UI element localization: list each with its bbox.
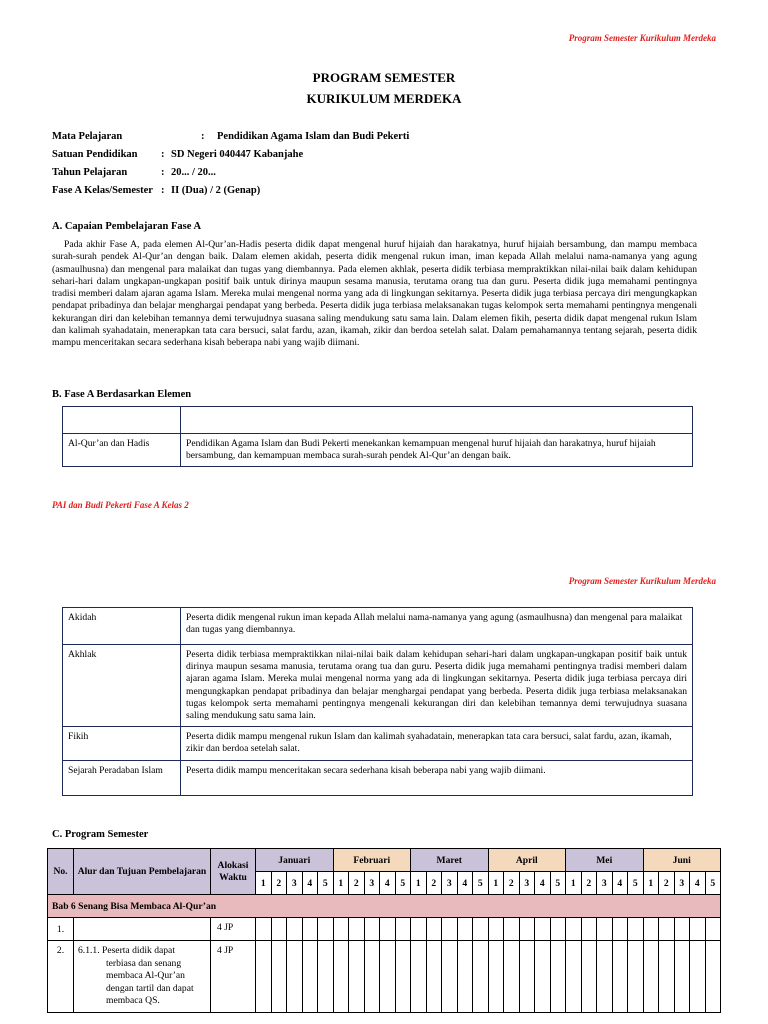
month-juni: Juni xyxy=(643,849,721,872)
header-no: No. xyxy=(48,849,74,895)
week-cell: 2 xyxy=(581,872,597,895)
element-desc: Peserta didik mampu mengenal rukun Islam dan kalimah syahadatain, menerapkan tata cara bersuci, salat fardu, azan, ikamah, zikir dan berdoa setelah salat. xyxy=(181,727,693,760)
schedule-cell xyxy=(457,941,473,1013)
element-desc: Peserta didik mengenal rukun iman kepada Allah melalui nama-namanya yang agung (asmaulhusna) dan mengenal para malaikat dan tugas yang diembannya. xyxy=(181,608,693,645)
meta-value: 20... / 20... xyxy=(171,167,216,178)
schedule-cell xyxy=(659,918,675,941)
schedule-cell xyxy=(550,941,566,1013)
week-cell: 3 xyxy=(597,872,613,895)
element-desc: Peserta didik terbiasa mempraktikkan nilai-nilai baik dalam kehidupan sehari-hari dalam ungkapan-ungkapan positif baik untuk dirinya maupun sesama manusia, terutama orang tua dan guru. Peserta didik juga memahami pentingnya tradisi memberi dalam ajaran agama Islam. Mereka mulai mengenal norma yang ada di lingkungan sekitarnya. Peserta didik juga terbiasa percaya diri mengungkapkan pendapat pribadinya dan belajar menghargai pendapat yang berbeda. Peserta didik juga terbiasa melaksanakan tugas kelompok serta memahami pentingnya mengenali kekurangan diri dan kelebihan temannya demi terwujudnya suasana saling mendukung satu sama lain. xyxy=(181,645,693,727)
table-row xyxy=(63,608,693,645)
schedule-cell xyxy=(566,918,582,941)
week-cell: 1 xyxy=(566,872,582,895)
table-row xyxy=(63,434,693,467)
schedule-cell xyxy=(597,918,613,941)
schedule-cell xyxy=(302,918,318,941)
header-alur: Alur dan Tujuan Pembelajaran xyxy=(74,849,211,895)
meta-sep: : xyxy=(161,149,165,160)
schedule-cell xyxy=(488,918,504,941)
schedule-cell xyxy=(690,941,706,1013)
header-alokasi: Alokasi Waktu xyxy=(211,849,256,895)
meta-table xyxy=(52,131,409,149)
week-cell: 2 xyxy=(504,872,520,895)
schedule-cell xyxy=(550,918,566,941)
schedule-cell xyxy=(519,918,535,941)
meta-label: Satuan Pendidikan xyxy=(52,149,138,160)
doc-title-line2: KURIKULUM MERDEKA xyxy=(306,91,462,106)
row-alur: 6.1.1. Peserta didik dapat terbiasa dan senang membaca Al-Qur’an dengan tartil dan dapat membaca QS. xyxy=(74,941,211,1013)
meta-value: Pendidikan Agama Islam dan Budi Pekerti xyxy=(217,131,410,142)
schedule-cell xyxy=(628,941,644,1013)
schedule-cell xyxy=(581,918,597,941)
schedule-cell xyxy=(442,918,458,941)
element-name: Akidah xyxy=(63,608,181,645)
table-row xyxy=(63,407,693,434)
schedule-cell xyxy=(674,918,690,941)
row-alur xyxy=(74,918,211,941)
meta-row xyxy=(52,185,303,203)
week-cell: 3 xyxy=(442,872,458,895)
week-cell: 5 xyxy=(318,872,334,895)
week-cell: 1 xyxy=(256,872,272,895)
week-cell: 5 xyxy=(705,872,721,895)
week-cell: 3 xyxy=(364,872,380,895)
schedule-cell xyxy=(581,941,597,1013)
schedule-cell xyxy=(643,941,659,1013)
week-cell: 1 xyxy=(333,872,349,895)
schedule-cell xyxy=(256,941,272,1013)
schedule-cell xyxy=(302,941,318,1013)
element-name: Sejarah Peradaban Islam xyxy=(63,760,181,795)
schedule-cell xyxy=(504,918,520,941)
table-row xyxy=(48,918,721,941)
table-row xyxy=(48,941,721,1013)
schedule-cell xyxy=(271,918,287,941)
schedule-cell xyxy=(705,941,721,1013)
week-cell: 2 xyxy=(426,872,442,895)
week-cell: 5 xyxy=(395,872,411,895)
schedule-cell xyxy=(473,918,489,941)
week-cell: 5 xyxy=(550,872,566,895)
month-maret: Maret xyxy=(411,849,489,872)
schedule-cell xyxy=(380,941,396,1013)
schedule-cell xyxy=(535,918,551,941)
schedule-cell xyxy=(643,918,659,941)
row-alokasi: 4 JP xyxy=(211,941,256,1013)
program-semester-table xyxy=(47,848,721,1013)
schedule-cell xyxy=(380,918,396,941)
week-cell: 3 xyxy=(674,872,690,895)
week-cell: 4 xyxy=(612,872,628,895)
week-cell: 3 xyxy=(519,872,535,895)
schedule-cell xyxy=(659,941,675,1013)
schedule-cell xyxy=(411,941,427,1013)
page-footer-label: PAI dan Budi Pekerti Fase A Kelas 2 xyxy=(52,500,189,510)
schedule-cell xyxy=(628,918,644,941)
doc-title-line1: PROGRAM SEMESTER xyxy=(312,70,456,85)
schedule-cell xyxy=(519,941,535,1013)
schedule-cell xyxy=(705,918,721,941)
row-no: 2. xyxy=(48,941,74,1013)
schedule-cell xyxy=(364,941,380,1013)
week-cell: 4 xyxy=(302,872,318,895)
month-april: April xyxy=(488,849,566,872)
schedule-cell xyxy=(488,941,504,1013)
table-header-row xyxy=(48,849,721,872)
schedule-cell xyxy=(535,941,551,1013)
section-b-heading: B. Fase A Berdasarkan Elemen xyxy=(52,389,192,400)
meta-label: Mata Pelajaran xyxy=(52,131,123,142)
schedule-cell xyxy=(318,918,334,941)
schedule-cell xyxy=(395,918,411,941)
bab-row xyxy=(48,895,721,918)
schedule-cell xyxy=(256,918,272,941)
section-c-heading: C. Program Semester xyxy=(52,829,149,840)
schedule-cell xyxy=(287,941,303,1013)
meta-sep: : xyxy=(201,131,205,142)
meta-sep: : xyxy=(161,167,165,178)
meta-value: II (Dua) / 2 (Genap) xyxy=(171,185,261,196)
element-name xyxy=(63,407,181,434)
week-cell: 1 xyxy=(488,872,504,895)
meta-row xyxy=(52,131,409,149)
schedule-cell xyxy=(395,941,411,1013)
meta-row xyxy=(52,149,303,167)
meta-value: SD Negeri 040447 Kabanjahe xyxy=(171,149,304,160)
meta-table xyxy=(52,149,303,203)
schedule-cell xyxy=(426,918,442,941)
schedule-cell xyxy=(349,941,365,1013)
week-cell: 1 xyxy=(643,872,659,895)
element-desc: Peserta didik mampu menceritakan secara sederhana kisah beberapa nabi yang wajib diimani. xyxy=(181,760,693,795)
week-cell: 4 xyxy=(690,872,706,895)
schedule-cell xyxy=(333,918,349,941)
month-februari: Februari xyxy=(333,849,411,872)
meta-sep: : xyxy=(161,185,165,196)
schedule-cell xyxy=(612,918,628,941)
schedule-cell xyxy=(411,918,427,941)
meta-label: Fase A Kelas/Semester xyxy=(52,185,153,196)
schedule-cell xyxy=(566,941,582,1013)
schedule-cell xyxy=(504,941,520,1013)
week-cell: 1 xyxy=(411,872,427,895)
schedule-cell xyxy=(690,918,706,941)
schedule-cell xyxy=(612,941,628,1013)
section-a-paragraph: Pada akhir Fase A, pada elemen Al-Qur’an-Hadis peserta didik dapat mengenal huruf hijaiah dan harakatnya, huruf hijaiah bersambung, dan mampu membaca surah-surah pendek Al-Qur’an dengan baik. Dalam elemen akidah, peserta didik mengenal rukun iman, iman kepada Allah melalui nama-namanya yang agung (asmaulhusna) dan mengenal para malaikat dan tugas yang diembannya. Pada elemen akhlak, peserta didik terbiasa mempraktikkan nilai-nilai baik dalam kehidupan sehari-hari dalam ungkapan-ungkapan positif baik untuk dirinya maupun sesama manusia, terutama orang tua dan guru. Peserta didik juga memahami pentingnya tradisi memberi dalam ajaran agama Islam. Mereka mulai mengenal norma yang ada di lingkungan sekitarnya. Peserta didik juga terbiasa percaya diri mengungkapkan pendapat pribadinya dan belajar menghargai pendapat yang berbeda. Peserta didik juga terbiasa melaksanakan tugas kelompok serta memahami pentingnya mengenali kekurangan diri dan kelebihan temannya demi terwujudnya suasana saling mendukung satu sama lain. Dalam elemen fikih, peserta didik dapat mengenal rukun Islam dan kalimah syahadatain, menerapkan tata cara bersuci, salat fardu, azan, ikamah, zikir dan berdoa setelah salat. Dalam pemahamannya tentang sejarah, peserta didik mampu menceritakan secara sederhana kisah beberapa nabi yang wajib diimani. xyxy=(52,239,697,349)
week-cell: 3 xyxy=(287,872,303,895)
element-desc xyxy=(181,407,693,434)
element-name: Al-Qur’an dan Hadis xyxy=(63,434,181,467)
week-cell: 5 xyxy=(473,872,489,895)
schedule-cell xyxy=(287,918,303,941)
schedule-cell xyxy=(674,941,690,1013)
schedule-cell xyxy=(318,941,334,1013)
schedule-cell xyxy=(597,941,613,1013)
week-cell: 4 xyxy=(535,872,551,895)
page-header-label: Program Semester Kurikulum Merdeka xyxy=(568,33,716,43)
schedule-cell xyxy=(333,941,349,1013)
section-a-heading: A. Capaian Pembelajaran Fase A xyxy=(52,221,202,232)
row-no: 1. xyxy=(48,918,74,941)
week-cell: 4 xyxy=(380,872,396,895)
bab-title: Bab 6 Senang Bisa Membaca Al-Qur’an xyxy=(48,895,721,918)
month-mei: Mei xyxy=(566,849,644,872)
schedule-cell xyxy=(473,941,489,1013)
table-row xyxy=(63,727,693,760)
page-header-label: Program Semester Kurikulum Merdeka xyxy=(568,576,716,586)
week-cell: 4 xyxy=(457,872,473,895)
element-table-page2 xyxy=(62,607,693,796)
week-cell: 5 xyxy=(628,872,644,895)
month-januari: Januari xyxy=(256,849,334,872)
schedule-cell xyxy=(442,941,458,1013)
row-alokasi: 4 JP xyxy=(211,918,256,941)
table-row xyxy=(63,645,693,727)
schedule-cell xyxy=(271,941,287,1013)
schedule-cell xyxy=(426,941,442,1013)
element-table-page1 xyxy=(62,406,693,467)
table-row xyxy=(63,760,693,795)
week-cell: 2 xyxy=(349,872,365,895)
schedule-cell xyxy=(457,918,473,941)
week-cell: 2 xyxy=(271,872,287,895)
schedule-cell xyxy=(349,918,365,941)
week-cell: 2 xyxy=(659,872,675,895)
element-desc: Pendidikan Agama Islam dan Budi Pekerti menekankan kemampuan mengenal huruf hijaiah dan harakatnya, huruf hijaiah bersambung, dan kemampuan membaca surah-surah pendek Al-Qur’an dengan baik. xyxy=(181,434,693,467)
element-name: Fikih xyxy=(63,727,181,760)
element-name: Akhlak xyxy=(63,645,181,727)
meta-row xyxy=(52,167,303,185)
schedule-cell xyxy=(364,918,380,941)
meta-label: Tahun Pelajaran xyxy=(52,167,128,178)
